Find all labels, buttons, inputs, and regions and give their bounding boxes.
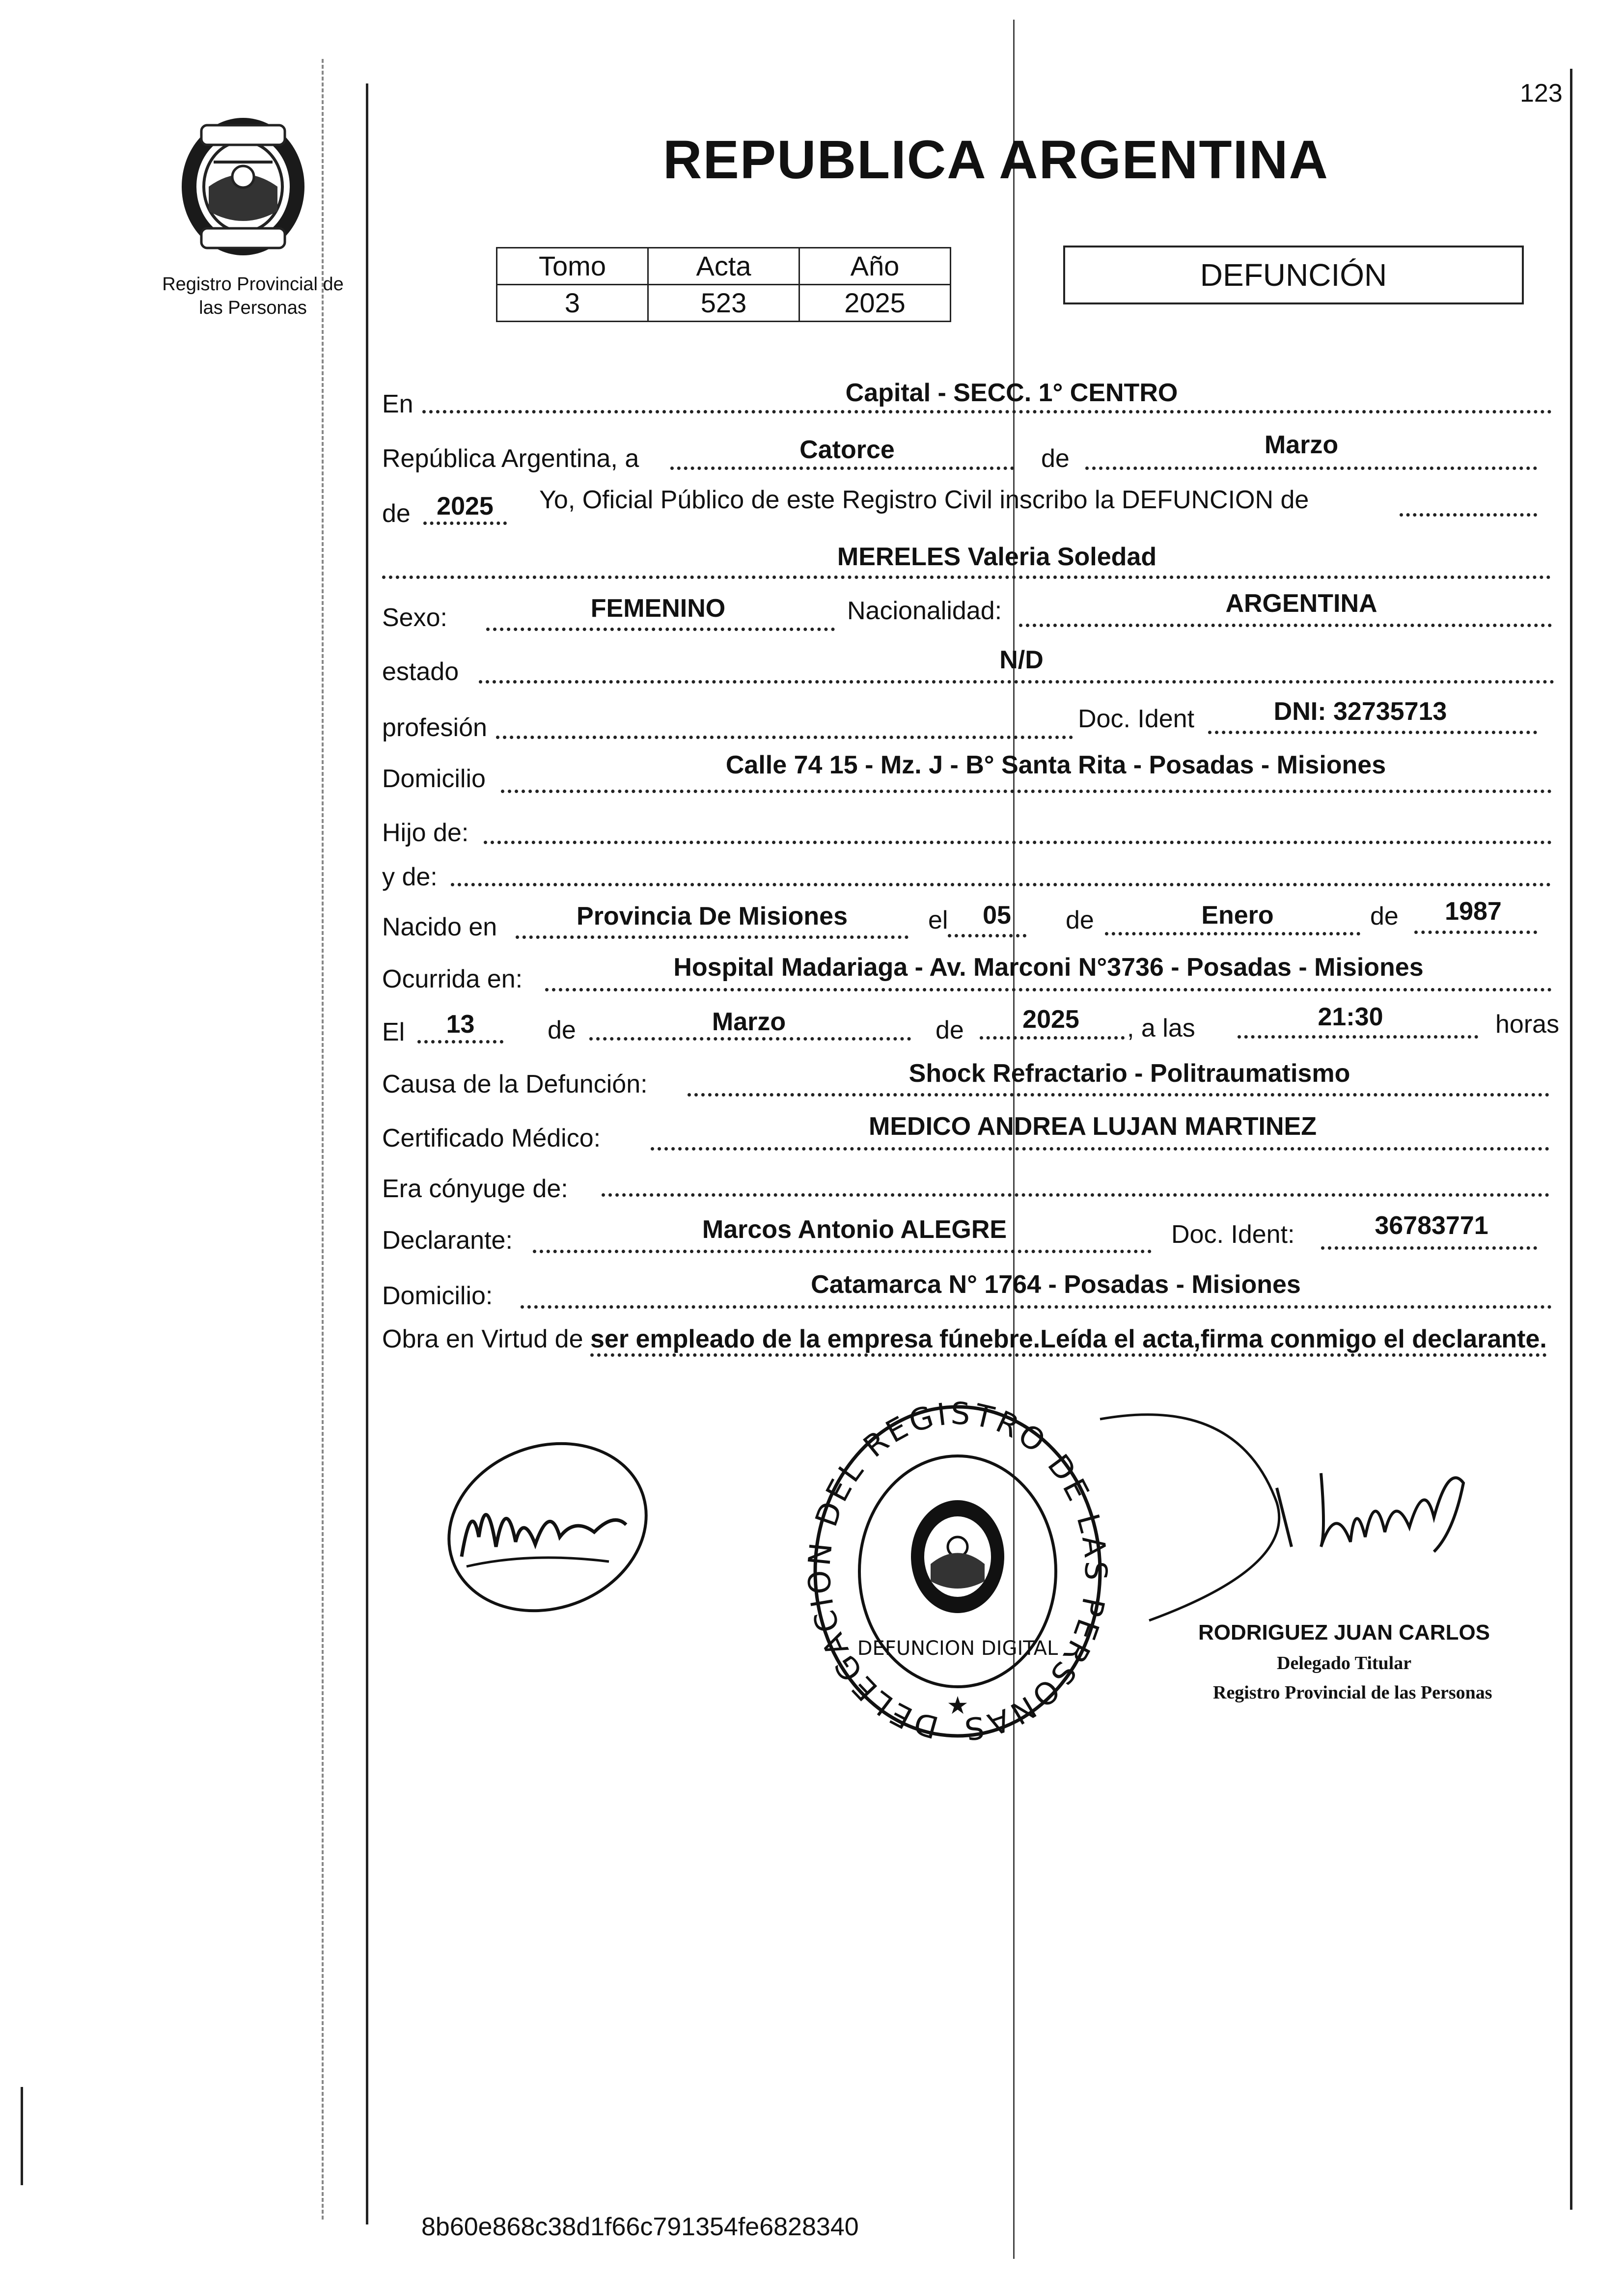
line-mes [1085,466,1537,470]
line-domicilio-declarante [521,1305,1552,1309]
line-domicilio [501,790,1552,793]
label-de-def-mes: de [548,1016,576,1044]
acta-value: 523 [648,285,799,322]
seal-inner-text: DEFUNCION DIGITAL [857,1637,1058,1660]
acta-header: Acta [648,248,799,285]
label-republica: República Argentina, a [382,444,639,473]
document-hash: 8b60e868c38d1f66c791354fe6828340 [421,2213,859,2241]
anio-header: Año [799,248,951,285]
value-def-dia: 13 [446,1010,475,1039]
line-sexo [486,628,835,631]
label-yo-oficial: Yo, Oficial Público de este Registro Civil inscribo la DEFUNCION de [539,486,1309,514]
label-el-nac: el [928,906,948,934]
label-sexo: Sexo: [382,604,447,632]
value-certificado: MEDICO ANDREA LUJAN MARTINEZ [869,1112,1317,1141]
line-def-mes [589,1037,911,1041]
declarant-signature [432,1439,658,1625]
label-de-mes: de [1041,444,1070,473]
line-doc-ident [1208,731,1537,734]
page-number: 123 [1520,79,1563,108]
line-nac-dia [948,934,1026,937]
line-y-de [451,883,1551,886]
label-hijo-de: Hijo de: [382,819,469,847]
label-certificado: Certificado Médico: [382,1124,601,1152]
line-anio [423,521,507,525]
value-def-mes: Marzo [712,1008,786,1036]
left-margin-line [366,83,368,2224]
line-estado [479,680,1554,684]
line-nac-anio [1414,931,1537,934]
label-de-nac-mes: de [1066,906,1094,934]
label-a-las: , a las [1127,1014,1195,1042]
line-causa [688,1093,1549,1097]
value-anio: 2025 [437,492,494,521]
line-def-anio [980,1036,1125,1040]
official-office: Registro Provincial de las Personas [1213,1682,1492,1703]
value-declarante: Marcos Antonio ALEGRE [702,1215,1007,1244]
label-estado: estado [382,658,459,686]
label-declarante: Declarante: [382,1226,513,1255]
province-logo [167,108,319,260]
line-yo-oficial [1400,513,1537,517]
line-en [422,410,1552,413]
line-hora [1238,1035,1478,1039]
label-causa: Causa de la Defunción: [382,1070,648,1098]
value-obra-texto: ser empleado de la empresa fúnebre.Leída el acta,firma conmigo el declarante. [590,1325,1547,1357]
line-declarante [533,1250,1152,1253]
label-de-nac-anio: de [1370,902,1399,931]
line-nacido-en [516,935,908,939]
label-profesion: profesión [382,713,487,742]
label-nacionalidad: Nacionalidad: [847,597,1002,625]
value-nac-anio: 1987 [1445,897,1502,926]
label-de-def-anio: de [936,1016,964,1044]
label-horas: horas [1495,1010,1560,1039]
value-nac-mes: Enero [1201,901,1274,930]
label-y-de: y de: [382,863,438,891]
label-obra-en-virtud: Obra en Virtud de [382,1325,583,1353]
obra-en-virtud-text [382,1321,1580,1358]
label-de-anio: de [382,499,411,528]
punch-margin-mark [322,59,325,2220]
label-doc-ident: Doc. Ident [1078,705,1195,733]
act-type-box: DEFUNCIÓN [1063,246,1524,304]
issuer-name-line1: Registro Provincial de [162,274,344,295]
value-estado: N/D [999,646,1044,674]
line-nacionalidad [1019,624,1552,627]
issuer-name-line2: las Personas [199,298,307,318]
line-def-dia [417,1040,503,1043]
value-ocurrida-en: Hospital Madariaga - Av. Marconi N°3736 - Posadas - Misiones [673,953,1424,982]
value-nac-dia: 05 [983,901,1011,930]
label-en: En [382,390,413,418]
value-nombre: MERELES Valeria Soledad [837,543,1157,571]
line-profesion [496,736,1073,739]
label-domicilio-declarante: Domicilio: [382,1282,493,1310]
value-causa: Shock Refractario - Politraumatismo [908,1059,1350,1088]
value-dia-letras: Catorce [799,436,895,464]
label-nacido-en: Nacido en [382,913,497,941]
line-dia [670,466,1014,470]
line-certificado [651,1147,1549,1151]
line-ocurrida-en [545,988,1552,991]
anio-value: 2025 [799,285,951,322]
seal-ring-text: DELEGACI DEL REGISTRO DE LA PERSONAS [805,1395,1110,1748]
label-doc-ident-declarante: Doc. Ident: [1171,1220,1295,1249]
reference-table [496,247,951,322]
line-hijo-de [484,841,1552,844]
value-sexo: FEMENINO [590,594,726,623]
label-El: El [382,1018,405,1046]
value-lugar: Capital - SECC. 1° CENTRO [845,379,1178,407]
value-domicilio: Calle 74 15 - Mz. J - B° Santa Rita - Posadas - Misiones [725,751,1386,779]
value-mes: Marzo [1264,431,1339,459]
line-doc-ident-declarante [1321,1246,1537,1250]
label-domicilio: Domicilio [382,765,486,793]
svg-text:★: ★ [946,1692,969,1719]
tomo-value: 3 [497,285,648,322]
value-nacionalidad: ARGENTINA [1225,589,1377,618]
value-doc-ident: DNI: 32735713 [1273,697,1447,726]
official-seal [805,1395,1110,1748]
official-role: Delegado Titular [1277,1653,1412,1673]
label-ocurrida-en: Ocurrida en: [382,965,523,993]
value-hora: 21:30 [1318,1003,1383,1031]
edge-mark [21,2087,23,2185]
official-name: RODRIGUEZ JUAN CARLOS [1198,1620,1490,1645]
tomo-header: Tomo [497,248,648,285]
line-conyuge [602,1193,1549,1197]
right-margin-line [1570,69,1572,2210]
official-signature [1090,1404,1522,1640]
value-declarante-domicilio: Catamarca N° 1764 - Posadas - Misiones [811,1270,1301,1299]
line-nac-mes [1105,932,1360,935]
country-title: REPUBLICA ARGENTINA [663,130,1329,190]
value-declarante-doc: 36783771 [1375,1211,1488,1240]
value-def-anio: 2025 [1022,1005,1079,1034]
value-nacido-en: Provincia De Misiones [577,902,848,931]
label-conyuge: Era cónyuge de: [382,1175,568,1203]
line-nombre [382,576,1551,579]
